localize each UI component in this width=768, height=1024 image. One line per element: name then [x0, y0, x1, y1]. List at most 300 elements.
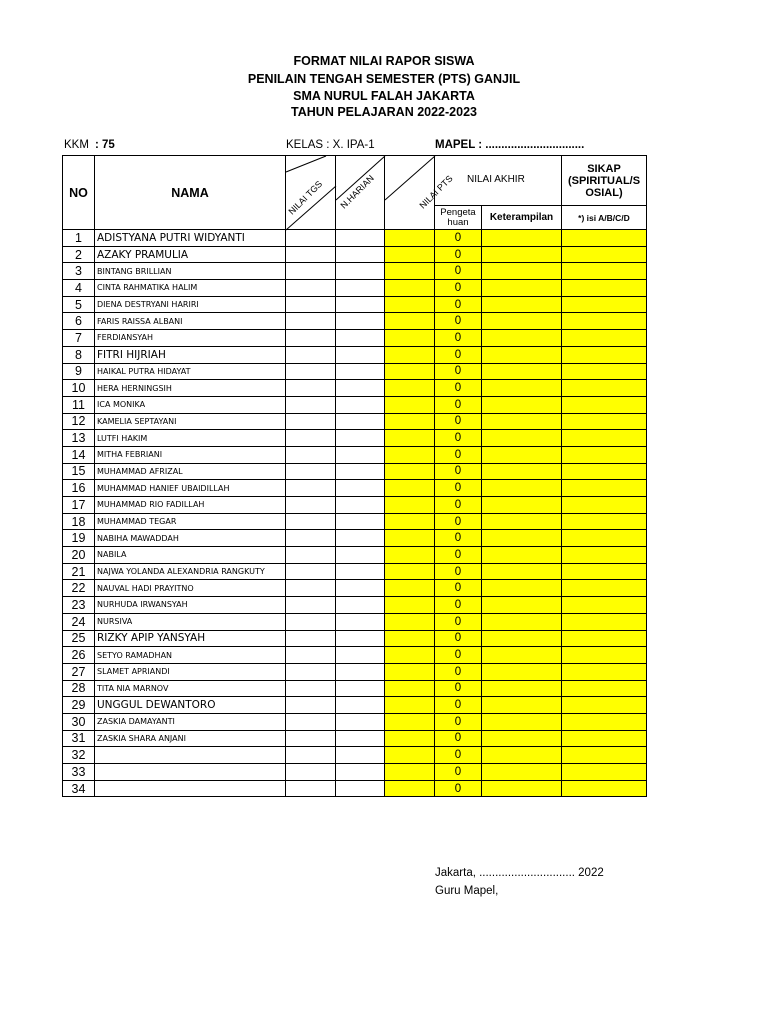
- keterampilan-cell: [482, 697, 562, 714]
- kkm-value: [95, 139, 115, 151]
- pengetahuan-value: 0: [435, 263, 482, 280]
- n-harian-cell: [336, 413, 385, 430]
- nilai-pts-cell: [385, 547, 435, 564]
- keterampilan-cell: [482, 713, 562, 730]
- table-row: [63, 764, 647, 781]
- n-harian-cell: [336, 547, 385, 564]
- row-name: MUHAMMAD RIO FADILLAH: [95, 497, 286, 514]
- pengetahuan-value: 0: [435, 480, 482, 497]
- row-name: MUHAMMAD HANIEF UBAIDILLAH: [95, 480, 286, 497]
- n-harian-cell: [336, 246, 385, 263]
- pengetahuan-value: 0: [435, 280, 482, 297]
- nilai-pts-cell: [385, 630, 435, 647]
- keterampilan-cell: [482, 547, 562, 564]
- sikap-cell: [562, 313, 647, 330]
- table-row: [63, 597, 647, 614]
- n-harian-cell: [336, 764, 385, 781]
- nilai-tgs-cell: [286, 380, 336, 397]
- nilai-pts-cell: [385, 580, 435, 597]
- row-no: 12: [63, 413, 95, 430]
- row-no: 23: [63, 597, 95, 614]
- nilai-tgs-cell: [286, 780, 336, 797]
- pengetahuan-value: 0: [435, 713, 482, 730]
- row-no: 31: [63, 730, 95, 747]
- n-harian-cell: [336, 480, 385, 497]
- n-harian-cell: [336, 296, 385, 313]
- row-name: ADISTYANA PUTRI WIDYANTI: [95, 230, 286, 247]
- table-row: [63, 497, 647, 514]
- kkm-value-text: : 75: [95, 139, 115, 151]
- row-name: NAJWA YOLANDA ALEXANDRIA RANGKUTY: [95, 563, 286, 580]
- row-no: 29: [63, 697, 95, 714]
- row-name: TITA NIA MARNOV: [95, 680, 286, 697]
- pengetahuan-value: 0: [435, 296, 482, 313]
- nilai-pts-cell: [385, 530, 435, 547]
- sikap-cell: [562, 697, 647, 714]
- keterampilan-cell: [482, 497, 562, 514]
- sikap-cell: [562, 547, 647, 564]
- sikap-cell: [562, 713, 647, 730]
- nilai-pts-cell: [385, 647, 435, 664]
- table-row: [63, 263, 647, 280]
- keterampilan-cell: [482, 313, 562, 330]
- table-row: [63, 730, 647, 747]
- n-harian-cell: [336, 363, 385, 380]
- kelas-info: KELAS : X. IPA-1: [286, 139, 375, 151]
- keterampilan-cell: [482, 597, 562, 614]
- nilai-tgs-cell: [286, 597, 336, 614]
- sikap-cell: [562, 346, 647, 363]
- n-harian-cell: [336, 630, 385, 647]
- row-no: 2: [63, 246, 95, 263]
- table-row: [63, 413, 647, 430]
- nilai-pts-cell: [385, 446, 435, 463]
- nilai-tgs-cell: [286, 613, 336, 630]
- sikap-cell: [562, 780, 647, 797]
- header-no: NO: [63, 156, 95, 230]
- header-sikap: SIKAP (SPIRITUAL/S OSIAL): [562, 156, 647, 206]
- nilai-pts-cell: [385, 764, 435, 781]
- row-name: ZASKIA DAMAYANTI: [95, 713, 286, 730]
- n-harian-cell: [336, 346, 385, 363]
- nilai-tgs-cell: [286, 396, 336, 413]
- header-pengetahuan: Pengeta huan: [435, 206, 482, 230]
- row-no: 18: [63, 513, 95, 530]
- row-name: MITHA FEBRIANI: [95, 446, 286, 463]
- row-no: 1: [63, 230, 95, 247]
- table-row: [63, 663, 647, 680]
- n-harian-cell: [336, 530, 385, 547]
- table-row: [63, 430, 647, 447]
- row-no: 25: [63, 630, 95, 647]
- n-harian-cell: [336, 513, 385, 530]
- nilai-tgs-cell: [286, 530, 336, 547]
- header-n-harian: [336, 156, 385, 230]
- keterampilan-cell: [482, 346, 562, 363]
- row-no: 17: [63, 497, 95, 514]
- table-row: [63, 396, 647, 413]
- n-harian-cell: [336, 313, 385, 330]
- table-row: [63, 280, 647, 297]
- row-no: 15: [63, 463, 95, 480]
- sikap-cell: [562, 463, 647, 480]
- nilai-pts-cell: [385, 246, 435, 263]
- header-nilai-pts: [385, 156, 455, 230]
- nilai-pts-cell: [385, 380, 435, 397]
- pengetahuan-value: 0: [435, 563, 482, 580]
- n-harian-cell: [336, 463, 385, 480]
- row-no: 13: [63, 430, 95, 447]
- row-name: DIENA DESTRYANI HARIRI: [95, 296, 286, 313]
- table-row: [63, 313, 647, 330]
- sikap-cell: [562, 680, 647, 697]
- n-harian-label: N.HARIAN: [338, 173, 376, 211]
- row-no: 11: [63, 396, 95, 413]
- row-name: MUHAMMAD TEGAR: [95, 513, 286, 530]
- pengetahuan-value: 0: [435, 730, 482, 747]
- pengetahuan-value: 0: [435, 463, 482, 480]
- row-no: 20: [63, 547, 95, 564]
- pengetahuan-value: 0: [435, 747, 482, 764]
- pengetahuan-value: 0: [435, 363, 482, 380]
- row-no: 16: [63, 480, 95, 497]
- nilai-pts-cell: [385, 463, 435, 480]
- table-row: [63, 363, 647, 380]
- table-row: [63, 296, 647, 313]
- keterampilan-cell: [482, 296, 562, 313]
- pengetahuan-value: 0: [435, 396, 482, 413]
- nilai-tgs-cell: [286, 747, 336, 764]
- row-name: FARIS RAISSA ALBANI: [95, 313, 286, 330]
- row-no: 4: [63, 280, 95, 297]
- row-name: FITRI HIJRIAH: [95, 346, 286, 363]
- table-row: [63, 697, 647, 714]
- nilai-pts-cell: [385, 713, 435, 730]
- sikap-cell: [562, 597, 647, 614]
- nilai-tgs-label: NILAI TGS: [286, 178, 325, 217]
- nilai-tgs-cell: [286, 547, 336, 564]
- nilai-pts-cell: [385, 663, 435, 680]
- table-row: [63, 563, 647, 580]
- sikap-cell: [562, 330, 647, 347]
- row-name: LUTFI HAKIM: [95, 430, 286, 447]
- pengetahuan-value: 0: [435, 380, 482, 397]
- keterampilan-cell: [482, 630, 562, 647]
- sikap-cell: [562, 480, 647, 497]
- keterampilan-cell: [482, 363, 562, 380]
- n-harian-cell: [336, 613, 385, 630]
- table-row: [63, 647, 647, 664]
- signature-role: Guru Mapel,: [435, 885, 499, 897]
- nilai-tgs-cell: [286, 647, 336, 664]
- table-row: [63, 580, 647, 597]
- keterampilan-cell: [482, 246, 562, 263]
- keterampilan-cell: [482, 747, 562, 764]
- nilai-pts-cell: [385, 430, 435, 447]
- keterampilan-cell: [482, 480, 562, 497]
- n-harian-cell: [336, 330, 385, 347]
- nilai-pts-cell: [385, 363, 435, 380]
- sikap-cell: [562, 363, 647, 380]
- pengetahuan-value: 0: [435, 764, 482, 781]
- sikap-cell: [562, 230, 647, 247]
- table-row: [63, 330, 647, 347]
- nilai-pts-cell: [385, 330, 435, 347]
- n-harian-cell: [336, 380, 385, 397]
- nilai-tgs-cell: [286, 563, 336, 580]
- n-harian-cell: [336, 263, 385, 280]
- pengetahuan-value: 0: [435, 530, 482, 547]
- row-no: 26: [63, 647, 95, 664]
- pengetahuan-value: 0: [435, 497, 482, 514]
- sikap-cell: [562, 513, 647, 530]
- row-name: MUHAMMAD AFRIZAL: [95, 463, 286, 480]
- keterampilan-cell: [482, 580, 562, 597]
- pengetahuan-value: 0: [435, 697, 482, 714]
- n-harian-cell: [336, 647, 385, 664]
- row-name: NURHUDA IRWANSYAH: [95, 597, 286, 614]
- pengetahuan-value: 0: [435, 647, 482, 664]
- row-name: [95, 764, 286, 781]
- n-harian-cell: [336, 446, 385, 463]
- pengetahuan-value: 0: [435, 547, 482, 564]
- n-harian-cell: [336, 680, 385, 697]
- row-name: ICA MONIKA: [95, 396, 286, 413]
- row-no: 32: [63, 747, 95, 764]
- table-row: [63, 680, 647, 697]
- sikap-cell: [562, 380, 647, 397]
- table-row: [63, 380, 647, 397]
- sikap-cell: [562, 580, 647, 597]
- keterampilan-cell: [482, 680, 562, 697]
- nilai-tgs-cell: [286, 263, 336, 280]
- header-isi: *) isi A/B/C/D: [562, 206, 647, 230]
- row-name: NABILA: [95, 547, 286, 564]
- row-name: [95, 747, 286, 764]
- row-no: 33: [63, 764, 95, 781]
- sikap-cell: [562, 497, 647, 514]
- title-line-2: PENILAIN TENGAH SEMESTER (PTS) GANJIL: [247, 72, 521, 86]
- nilai-pts-cell: [385, 597, 435, 614]
- nilai-tgs-cell: [286, 680, 336, 697]
- table-row: [63, 747, 647, 764]
- pengetahuan-value: 0: [435, 630, 482, 647]
- keterampilan-cell: [482, 280, 562, 297]
- nilai-tgs-cell: [286, 446, 336, 463]
- nilai-tgs-cell: [286, 330, 336, 347]
- row-name: SETYO RAMADHAN: [95, 647, 286, 664]
- row-no: 22: [63, 580, 95, 597]
- pengetahuan-value: 0: [435, 330, 482, 347]
- keterampilan-cell: [482, 530, 562, 547]
- keterampilan-cell: [482, 263, 562, 280]
- keterampilan-cell: [482, 230, 562, 247]
- nilai-pts-cell: [385, 346, 435, 363]
- nilai-tgs-cell: [286, 730, 336, 747]
- keterampilan-cell: [482, 446, 562, 463]
- nilai-tgs-cell: [286, 346, 336, 363]
- pengetahuan-value: 0: [435, 513, 482, 530]
- nilai-tgs-cell: [286, 246, 336, 263]
- keterampilan-cell: [482, 380, 562, 397]
- nilai-tgs-cell: [286, 363, 336, 380]
- keterampilan-cell: [482, 463, 562, 480]
- pengetahuan-value: 0: [435, 430, 482, 447]
- nilai-pts-cell: [385, 230, 435, 247]
- nilai-pts-cell: [385, 613, 435, 630]
- n-harian-cell: [336, 580, 385, 597]
- sikap-cell: [562, 730, 647, 747]
- keterampilan-cell: [482, 413, 562, 430]
- sikap-cell: [562, 246, 647, 263]
- nilai-tgs-cell: [286, 280, 336, 297]
- row-name: KAMELIA SEPTAYANI: [95, 413, 286, 430]
- header-nama: NAMA: [95, 156, 286, 230]
- mapel-info: [435, 139, 584, 151]
- pengetahuan-value: 0: [435, 413, 482, 430]
- row-no: 34: [63, 780, 95, 797]
- nilai-tgs-cell: [286, 580, 336, 597]
- row-no: 3: [63, 263, 95, 280]
- row-name: [95, 780, 286, 797]
- nilai-tgs-cell: [286, 463, 336, 480]
- nilai-tgs-cell: [286, 430, 336, 447]
- nilai-tgs-cell: [286, 497, 336, 514]
- table-row: [63, 246, 647, 263]
- table-row: [63, 530, 647, 547]
- sikap-cell: [562, 613, 647, 630]
- kkm-label: KKM: [64, 139, 89, 151]
- row-no: 5: [63, 296, 95, 313]
- nilai-tgs-cell: [286, 764, 336, 781]
- nilai-pts-cell: [385, 780, 435, 797]
- table-row: [63, 463, 647, 480]
- nilai-pts-cell: [385, 747, 435, 764]
- sikap-cell: [562, 630, 647, 647]
- nilai-pts-cell: [385, 263, 435, 280]
- sikap-cell: [562, 280, 647, 297]
- nilai-tgs-cell: [286, 413, 336, 430]
- header-row-1: [63, 156, 647, 206]
- keterampilan-cell: [482, 647, 562, 664]
- n-harian-cell: [336, 780, 385, 797]
- mapel-text: MAPEL : ...............................: [435, 139, 585, 151]
- keterampilan-cell: [482, 764, 562, 781]
- pengetahuan-value: 0: [435, 597, 482, 614]
- row-no: 21: [63, 563, 95, 580]
- nilai-pts-cell: [385, 280, 435, 297]
- n-harian-cell: [336, 697, 385, 714]
- sikap-cell: [562, 430, 647, 447]
- n-harian-cell: [336, 230, 385, 247]
- header-nilai-tgs: [286, 156, 336, 230]
- table-row: [63, 630, 647, 647]
- signature-place-date: Jakarta, .............................. 2022: [435, 867, 604, 879]
- row-name: SLAMET APRIANDI: [95, 663, 286, 680]
- row-name: HAIKAL PUTRA HIDAYAT: [95, 363, 286, 380]
- nilai-tgs-cell: [286, 663, 336, 680]
- nilai-pts-cell: [385, 563, 435, 580]
- grade-table: [62, 155, 647, 797]
- table-row: [63, 346, 647, 363]
- nilai-pts-label: NILAI PTS: [417, 173, 455, 211]
- pengetahuan-value: 0: [435, 663, 482, 680]
- keterampilan-cell: [482, 430, 562, 447]
- row-name: CINTA RAHMATIKA HALIM: [95, 280, 286, 297]
- title-line-3: SMA NURUL FALAH JAKARTA: [293, 89, 475, 103]
- n-harian-cell: [336, 396, 385, 413]
- row-no: 30: [63, 713, 95, 730]
- n-harian-cell: [336, 713, 385, 730]
- nilai-tgs-cell: [286, 513, 336, 530]
- pengetahuan-value: 0: [435, 580, 482, 597]
- nilai-pts-cell: [385, 513, 435, 530]
- row-no: 9: [63, 363, 95, 380]
- row-name: NABIHA MAWADDAH: [95, 530, 286, 547]
- sikap-cell: [562, 530, 647, 547]
- nilai-pts-cell: [385, 497, 435, 514]
- title-line-4: TAHUN PELAJARAN 2022-2023: [291, 105, 477, 119]
- n-harian-cell: [336, 280, 385, 297]
- keterampilan-cell: [482, 563, 562, 580]
- n-harian-cell: [336, 497, 385, 514]
- row-no: 8: [63, 346, 95, 363]
- pengetahuan-value: 0: [435, 230, 482, 247]
- nilai-pts-cell: [385, 730, 435, 747]
- row-name: FERDIANSYAH: [95, 330, 286, 347]
- title-line-1: FORMAT NILAI RAPOR SISWA: [293, 54, 475, 68]
- table-row: [63, 230, 647, 247]
- n-harian-cell: [336, 597, 385, 614]
- keterampilan-cell: [482, 780, 562, 797]
- nilai-tgs-cell: [286, 230, 336, 247]
- keterampilan-cell: [482, 663, 562, 680]
- sikap-cell: [562, 747, 647, 764]
- keterampilan-cell: [482, 613, 562, 630]
- nilai-tgs-cell: [286, 713, 336, 730]
- nilai-tgs-cell: [286, 313, 336, 330]
- n-harian-cell: [336, 663, 385, 680]
- keterampilan-cell: [482, 330, 562, 347]
- table-row: [63, 713, 647, 730]
- pengetahuan-value: 0: [435, 780, 482, 797]
- sikap-cell: [562, 296, 647, 313]
- keterampilan-cell: [482, 513, 562, 530]
- row-name: AZAKY PRAMULIA: [95, 246, 286, 263]
- table-row: [63, 480, 647, 497]
- row-no: 28: [63, 680, 95, 697]
- row-name: NAUVAL HADI PRAYITNO: [95, 580, 286, 597]
- n-harian-cell: [336, 730, 385, 747]
- table-row: [63, 547, 647, 564]
- nilai-pts-cell: [385, 413, 435, 430]
- sikap-cell: [562, 647, 647, 664]
- row-no: 27: [63, 663, 95, 680]
- pengetahuan-value: 0: [435, 313, 482, 330]
- header-keterampilan: Keterampilan: [482, 206, 562, 230]
- nilai-akhir-label: NILAI AKHIR: [467, 174, 525, 185]
- sikap-cell: [562, 396, 647, 413]
- nilai-pts-cell: [385, 313, 435, 330]
- sikap-cell: [562, 563, 647, 580]
- sikap-cell: [562, 413, 647, 430]
- row-name: ZASKIA SHARA ANJANI: [95, 730, 286, 747]
- pengetahuan-value: 0: [435, 613, 482, 630]
- row-no: 6: [63, 313, 95, 330]
- table-row: [63, 613, 647, 630]
- nilai-pts-cell: [385, 697, 435, 714]
- row-no: 24: [63, 613, 95, 630]
